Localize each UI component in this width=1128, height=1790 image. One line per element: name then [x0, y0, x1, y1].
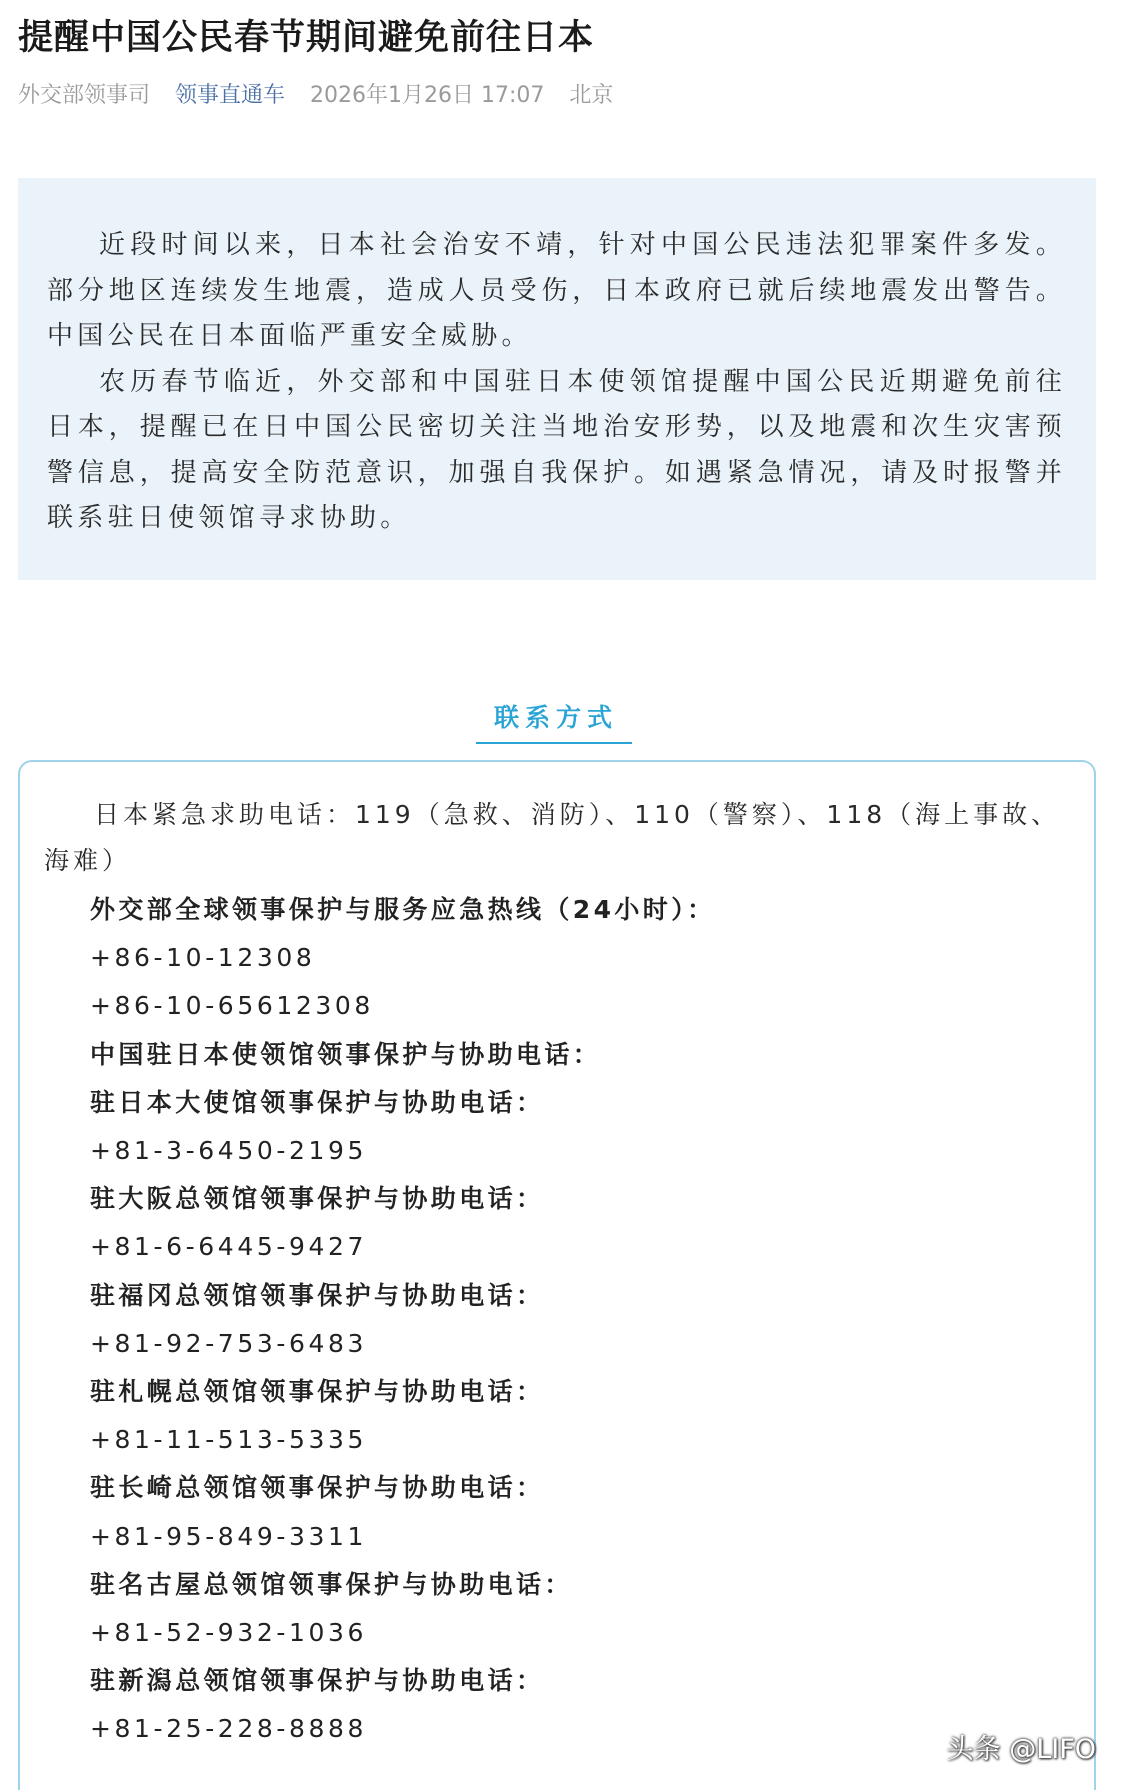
- phone-number[interactable]: +81-11-513-5335: [90, 1425, 367, 1455]
- contact-heading-label: 联系方式: [476, 698, 632, 744]
- source-link[interactable]: 领事直通车: [175, 83, 286, 108]
- contact-label: 驻札幌总领馆领事保护与协助电话：: [90, 1377, 545, 1407]
- phone-number[interactable]: +81-52-932-1036: [90, 1618, 367, 1648]
- author-name[interactable]: 外交部领事司: [18, 83, 151, 108]
- phone-number[interactable]: +81-95-849-3311: [90, 1521, 367, 1551]
- phone-number[interactable]: +86-10-65612308: [90, 991, 374, 1021]
- publish-location: 北京: [569, 83, 614, 108]
- phone-number[interactable]: +81-6-6445-9427: [90, 1232, 367, 1262]
- contact-box: [18, 760, 1096, 1790]
- platform-watermark: 头条 @LIFO: [946, 1734, 1096, 1765]
- contact-label: 驻福冈总领馆领事保护与协助电话：: [90, 1280, 545, 1310]
- contact-section-heading: [0, 698, 1108, 744]
- contact-label: 驻日本大使馆领事保护与协助电话：: [90, 1087, 545, 1117]
- phone-number[interactable]: +81-25-228-8888: [90, 1714, 367, 1744]
- contact-label: 外交部全球领事保护与服务应急热线（24小时）：: [90, 895, 716, 924]
- contact-label: 驻长崎总领馆领事保护与协助电话：: [90, 1473, 545, 1503]
- phone-number[interactable]: +86-10-12308: [90, 943, 316, 973]
- contact-label: 中国驻日本使领馆领事保护与协助电话：: [90, 1039, 602, 1069]
- contact-list: [44, 886, 1070, 1754]
- contact-label: 驻新潟总领馆领事保护与协助电话：: [90, 1666, 545, 1696]
- contact-label: 驻名古屋总领馆领事保护与协助电话：: [90, 1569, 573, 1599]
- phone-number[interactable]: +81-3-6450-2195: [90, 1136, 367, 1166]
- notice-paragraph: 近段时间以来，日本社会治安不靖，针对中国公民违法犯罪案件多发。部分地区连续发生地震，造成人员受伤，日本政府已就后续地震发出警告。中国公民在日本面临严重安全威胁。: [47, 230, 1066, 351]
- notice-paragraph: 农历春节临近，外交部和中国驻日本使领馆提醒中国公民近期避免前往日本，提醒已在日中国公民密切关注当地治安形势，以及地震和次生灾害预警信息，提高安全防范意识，加强自我保护。如遇紧急情况，请及时报警并联系驻日使领馆寻求协助。: [47, 366, 1066, 533]
- notice-box: [18, 178, 1096, 580]
- publish-datetime: 2026年1月26日 17:07: [310, 83, 545, 108]
- phone-number[interactable]: +81-92-753-6483: [90, 1328, 367, 1358]
- contact-label: 驻大阪总领馆领事保护与协助电话：: [90, 1184, 545, 1214]
- emergency-numbers: 日本紧急求助电话：119（急救、消防）、110（警察）、118（海上事故、海难）: [44, 800, 1061, 875]
- article-title: 提醒中国公民春节期间避免前往日本: [18, 18, 595, 58]
- article-meta: [18, 78, 631, 109]
